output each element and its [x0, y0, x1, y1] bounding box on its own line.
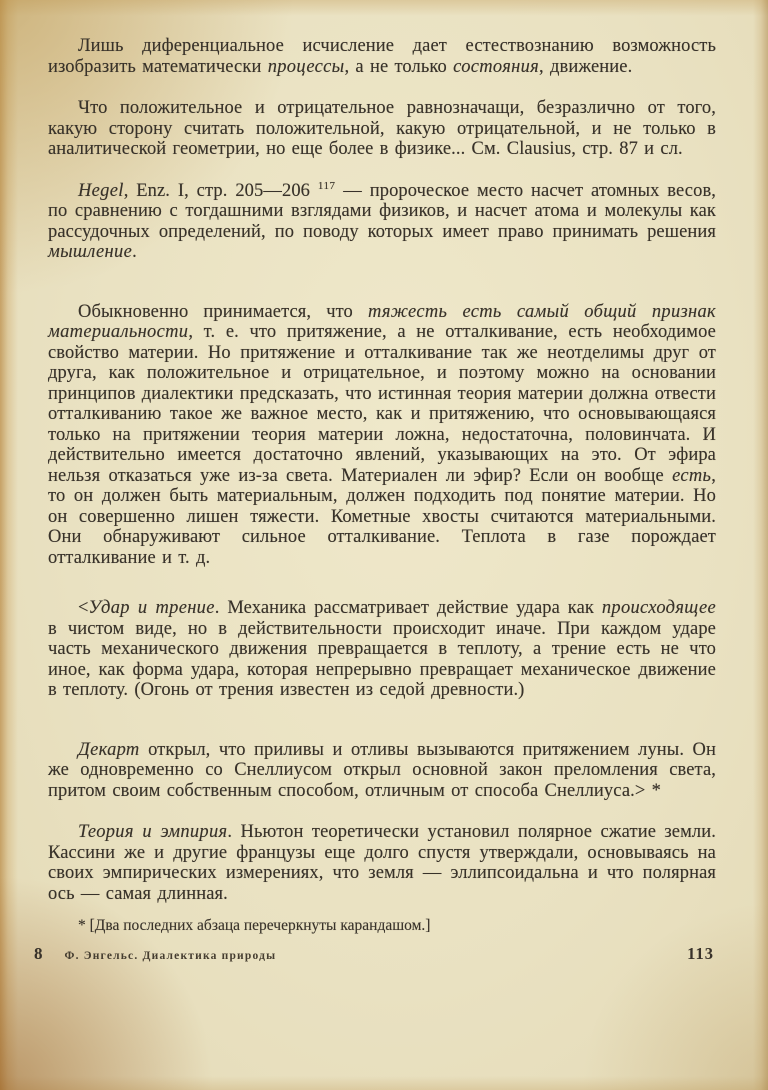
- text-run: , т. е. что притяжение, а не отталкивание, есть необходимое свойство материи. Но притяжение и отталкивание так же неотделимы друг от друга, как положительное и отрицательное, и поэтому можно на основании принципов диалектики предсказать, что истинная теория материи должна отвести отталкиванию такое же важное место, как и притяжению, что основывающаяся только на притяжении теория материи ложна, недостаточна, половинчата. И действительно имеется достаточно явлений, указывающих на это. От эфира нельзя отказаться уже из-за света. Материален ли эфир? Если он вообще: [48, 322, 716, 486]
- text-run: .: [132, 242, 137, 262]
- italic-text-run: Удар и трение: [88, 598, 215, 618]
- italic-text-run: процессы: [267, 56, 345, 77]
- page-footer: [34, 944, 716, 964]
- text-run: — пророческое место насчет атомных весов, по сравнению с тогдашними взглядами физиков, и насчет атома и молекулы как рассудочных определений, по поводу которых имеет право принимать решения: [48, 180, 717, 242]
- italic-text-run: Декарт: [78, 739, 140, 760]
- text-run: Лишь диференциальное исчисление дает естествознанию возможность изобразить математически: [48, 36, 716, 77]
- book-title-runner: Ф. Энгельс. Диалектика природы: [64, 950, 277, 962]
- signature-number: 8: [34, 944, 43, 963]
- italic-text-run: состояния: [453, 56, 540, 77]
- italic-text-run: мышление: [48, 242, 133, 262]
- italic-text-run: тяжесть есть самый общий признак материальности: [48, 301, 716, 342]
- footnote-reference: 117: [317, 179, 336, 192]
- text-run: в чистом виде, но в действительности происходит иначе. При каждом ударе часть механического движения превращается в теплоту, а трение есть не что иное, как форма удара, которая непрерывно превращает механическое движение в теплоту. (Огонь от трения известен из седой древности.): [48, 618, 716, 700]
- paragraph-theory-empiricism: [48, 822, 716, 904]
- text-run: открыл, что приливы и отливы вызываются притяжением луны. Он же одновременно со Снеллиусом открыл основной закон преломления света, притом своим собственным способом, отличным от способа Снеллиуса.> *: [48, 739, 716, 801]
- italic-text-run: Hegel: [78, 180, 124, 201]
- text-run: Обыкновенно принимается, что: [78, 301, 368, 322]
- paragraph-differential-calculus: [48, 36, 716, 77]
- paragraph-positive-negative: [48, 98, 716, 160]
- paragraph-impact-friction: [48, 598, 716, 701]
- text-run: , то он должен быть материальным, должен подходить под понятие материи. Но он совершенно лишен тяжести. Кометные хвосты считаются материальными. Они обнаруживают сильное отталкивание. Теплота в газе порождает отталкивание и т. д.: [48, 465, 716, 568]
- footer-runner: [34, 944, 277, 964]
- italic-text-run: Теория и эмпирия: [78, 822, 228, 842]
- page-number: 113: [687, 944, 714, 963]
- text-run: , движение.: [539, 56, 633, 77]
- text-run: . Ньютон теоретически установил полярное сжатие земли. Кассини же и другие французы еще долго спустя утверждали, основываясь на своих эмпирических измерениях, что земля — эллипсоидальна и что полярная ось — самая длинная.: [48, 822, 716, 904]
- text-run: , а не только: [344, 56, 454, 77]
- footnote: [48, 917, 716, 935]
- paragraph-hegel-enz: [48, 181, 716, 263]
- italic-text-run: происходящее: [601, 598, 716, 618]
- footnote-text: * [Два последних абзаца перечеркнуты карандашом.]: [78, 917, 431, 934]
- text-run: . Механика рассматривает действие удара как: [214, 598, 602, 618]
- text-run: Что положительное и отрицательное равнозначащи, безразлично от того, какую сторону считать положительной, какую отрицательной, и не только в аналитической геометрии, но еще более в физике... См. Clausius, стр. 87 и сл.: [48, 98, 716, 159]
- text-run: <: [78, 598, 89, 618]
- italic-text-run: есть: [672, 465, 712, 486]
- paragraph-gravity-matter: [48, 302, 716, 569]
- text-run: , Enz. I, стр. 205—206: [123, 180, 318, 201]
- paragraph-descartes: [48, 740, 716, 802]
